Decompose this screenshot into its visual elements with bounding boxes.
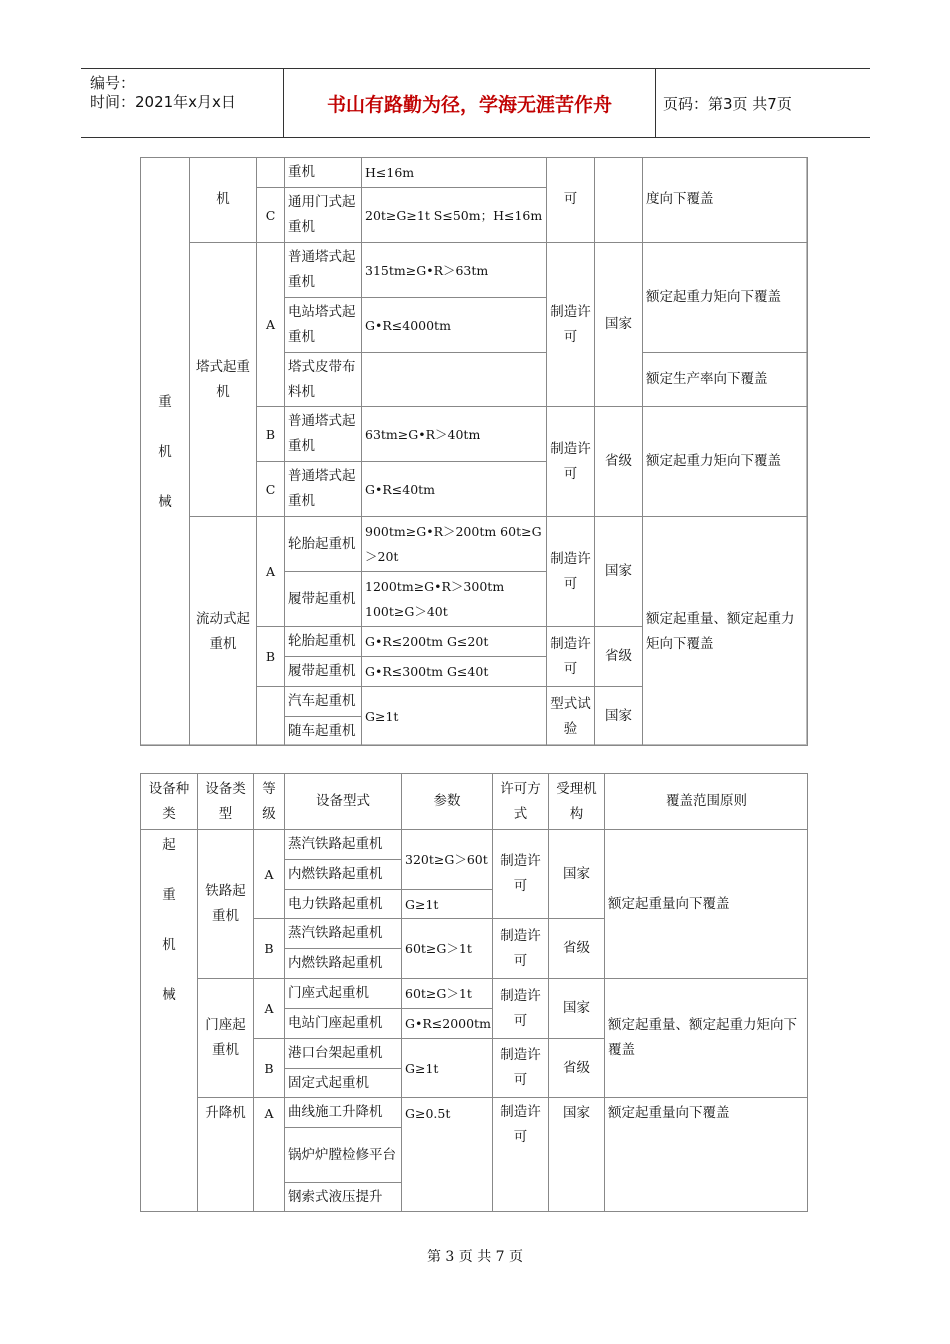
t2-coverage-cell: 额定起重量向下覆盖 [608, 1104, 730, 1121]
t1-model-cell: 塔式皮带布料机 [288, 358, 356, 400]
t1-param-cell: H≤16m [365, 164, 415, 180]
t2-type-cell: 升降机 [205, 1104, 246, 1121]
t2-param-cell: G≥0.5t [405, 1105, 451, 1121]
t1-model-cell: 轮胎起重机 [288, 535, 356, 552]
t2-model-cell: 锅炉炉膛检修平台 [288, 1146, 396, 1163]
header-page-label: 页码：第3页 共7页 [663, 94, 792, 113]
t1-grade-cell: A [265, 317, 276, 332]
t2-model-cell: 固定式起重机 [288, 1074, 369, 1091]
t2-category-char: 起 [162, 837, 176, 853]
t1-category-char: 械 [158, 493, 172, 510]
t1-param-cell: G•R≤4000tm [365, 317, 451, 333]
page-footer: 第 3 页 共 7 页 [426, 1249, 524, 1265]
t2-param-cell: 320t≥G＞60t [405, 852, 488, 867]
t2-category-char: 机 [162, 937, 176, 953]
t2-header-cell: 设备类型 [205, 780, 246, 822]
t2-header-cell: 覆盖范围原则 [666, 793, 747, 809]
t2-type-cell: 门座起重机 [205, 1017, 246, 1058]
t1-category-char: 机 [158, 443, 172, 460]
t1-model-cell: 普通塔式起重机 [288, 413, 356, 454]
t2-agency-cell: 国家 [563, 865, 590, 882]
t2-coverage-cell: 额定起重量向下覆盖 [608, 895, 730, 912]
t1-agency-cell: 省级 [605, 648, 632, 664]
t1-grade-cell: B [265, 426, 276, 442]
number-label: 编号： [90, 74, 136, 92]
t2-license-cell: 制造许可 [500, 987, 541, 1029]
t1-model-cell: 履带起重机 [288, 590, 356, 607]
t1-param-cell: 63tm≥G•R＞40tm [365, 426, 481, 442]
t1-grade-cell: B [265, 649, 276, 664]
t2-license-cell: 制造许可 [500, 1047, 541, 1088]
t2-agency-cell: 国家 [563, 1104, 590, 1121]
t1-license-cell: 制造许可 [550, 303, 591, 345]
t2-header-cell: 受理机构 [556, 780, 597, 822]
t1-coverage-cell: 额定起重力矩向下覆盖 [646, 453, 781, 469]
t1-category-cell [141, 157, 189, 746]
t1-coverage-cell: 额定起重力矩向下覆盖 [646, 289, 781, 305]
t1-license-cell: 可 [563, 191, 578, 207]
t1-type-cell: 塔式起重机 [196, 358, 250, 400]
t2-category-char: 械 [162, 987, 176, 1003]
t2-type-cell: 铁路起重机 [205, 883, 246, 924]
t2-model-cell: 蒸汽铁路起重机 [288, 836, 383, 852]
t1-model-cell: 电站塔式起重机 [288, 304, 356, 345]
t1-grade-cell: C [265, 481, 276, 497]
t2-model-cell: 内燃铁路起重机 [288, 955, 383, 971]
t2-header-cell: 参数 [433, 793, 461, 809]
t2-grade-cell: B [264, 941, 274, 956]
t1-coverage-cell: 度向下覆盖 [646, 191, 714, 207]
t2-param-cell: 60t≥G＞1t [405, 986, 472, 1001]
t2-param-cell: G•R≤2000tm [405, 1016, 491, 1031]
t2-header-cell: 等级 [262, 780, 276, 822]
t2-grade-cell: A [264, 1105, 274, 1121]
t2-license-cell: 制造许可 [500, 927, 541, 969]
t2-grade-cell: B [264, 1060, 274, 1076]
t2-model-cell: 港口台架起重机 [288, 1045, 383, 1061]
header-motto: 书山有路勤为径，学海无涯苦作舟 [284, 69, 656, 137]
t2-param-cell: 60t≥G＞1t [405, 941, 472, 956]
t2-agency-cell: 省级 [563, 1059, 590, 1076]
t2-agency-cell: 国家 [563, 1000, 590, 1016]
t1-category-char: 重 [158, 393, 172, 410]
t2-category-cell [141, 830, 197, 1212]
header-meta [81, 69, 284, 137]
time-label: 时间：2021年x月x日 [90, 93, 236, 111]
t1-param-cell: 20t≥G≥1t S≤50m；H≤16m [365, 207, 543, 223]
t1-grade-cell: A [265, 564, 276, 579]
t2-header-cell: 许可方式 [500, 780, 541, 822]
t1-param-cell: G•R≤300tm G≤40t [365, 664, 489, 679]
t2-param-cell: G≥1t [405, 896, 439, 912]
t1-model-cell: 汽车起重机 [288, 693, 356, 709]
t1-model-cell: 履带起重机 [288, 663, 356, 679]
t1-model-cell: 通用门式起重机 [288, 194, 356, 235]
t1-type-cell: 机 [216, 191, 230, 207]
t1-license-cell: 制造许可 [550, 440, 591, 482]
t1-model-cell: 重机 [288, 163, 315, 180]
t1-license-cell: 型式试验 [550, 695, 591, 737]
t2-license-cell: 制造许可 [500, 853, 541, 894]
t1-license-cell: 制造许可 [550, 635, 591, 677]
t1-agency-cell: 国家 [605, 563, 632, 579]
page-header [81, 68, 870, 138]
t2-model-cell: 内燃铁路起重机 [288, 866, 383, 882]
t2-model-cell: 电力铁路起重机 [288, 895, 383, 912]
t1-param-cell: 900tm≥G•R＞200tm 60t≥G＞20t [365, 524, 542, 564]
t1-license-cell: 制造许可 [550, 550, 591, 592]
t1-param-cell: G•R≤40tm [365, 481, 436, 497]
t1-model-cell: 普通塔式起重机 [288, 468, 356, 509]
t1-model-cell: 随车起重机 [288, 723, 356, 739]
t2-category-char: 重 [162, 887, 176, 903]
t1-coverage-cell: 额定起重量、额定起重力矩向下覆盖 [646, 610, 795, 652]
t2-header-cell: 设备种类 [148, 780, 190, 822]
t1-param-cell: G•R≤200tm G≤20t [365, 634, 489, 649]
t1-param-cell: G≥1t [365, 709, 399, 724]
t2-grade-cell: A [264, 1001, 274, 1016]
t2-model-cell: 蒸汽铁路起重机 [288, 925, 383, 941]
t1-type-cell: 流动式起重机 [196, 610, 250, 652]
t2-model-cell: 门座式起重机 [288, 985, 369, 1001]
t1-model-cell: 轮胎起重机 [288, 633, 356, 649]
t2-model-cell: 钢索式液压提升 [288, 1189, 383, 1205]
t2-param-cell: G≥1t [405, 1060, 439, 1076]
t2-agency-cell: 省级 [563, 940, 590, 956]
t2-license-cell: 制造许可 [500, 1104, 541, 1145]
t1-agency-cell: 国家 [605, 708, 632, 724]
t2-header-cell: 设备型式 [316, 793, 370, 809]
t1-coverage-cell: 额定生产率向下覆盖 [646, 371, 768, 387]
t1-agency-cell: 省级 [605, 453, 632, 469]
t1-param-cell: 1200tm≥G•R＞300tm 100t≥G＞40t [365, 579, 505, 619]
t1-model-cell: 普通塔式起重机 [288, 249, 356, 290]
t2-model-cell: 电站门座起重机 [288, 1015, 383, 1031]
t2-coverage-cell: 额定起重量、额定起重力矩向下覆盖 [608, 1017, 797, 1058]
t2-grade-cell: A [264, 866, 274, 882]
t1-agency-cell: 国家 [605, 316, 632, 332]
t1-grade-cell: C [265, 207, 276, 223]
t1-param-cell: 315tm≥G•R＞63tm [365, 262, 489, 278]
t2-model-cell: 曲线施工升降机 [288, 1104, 383, 1120]
